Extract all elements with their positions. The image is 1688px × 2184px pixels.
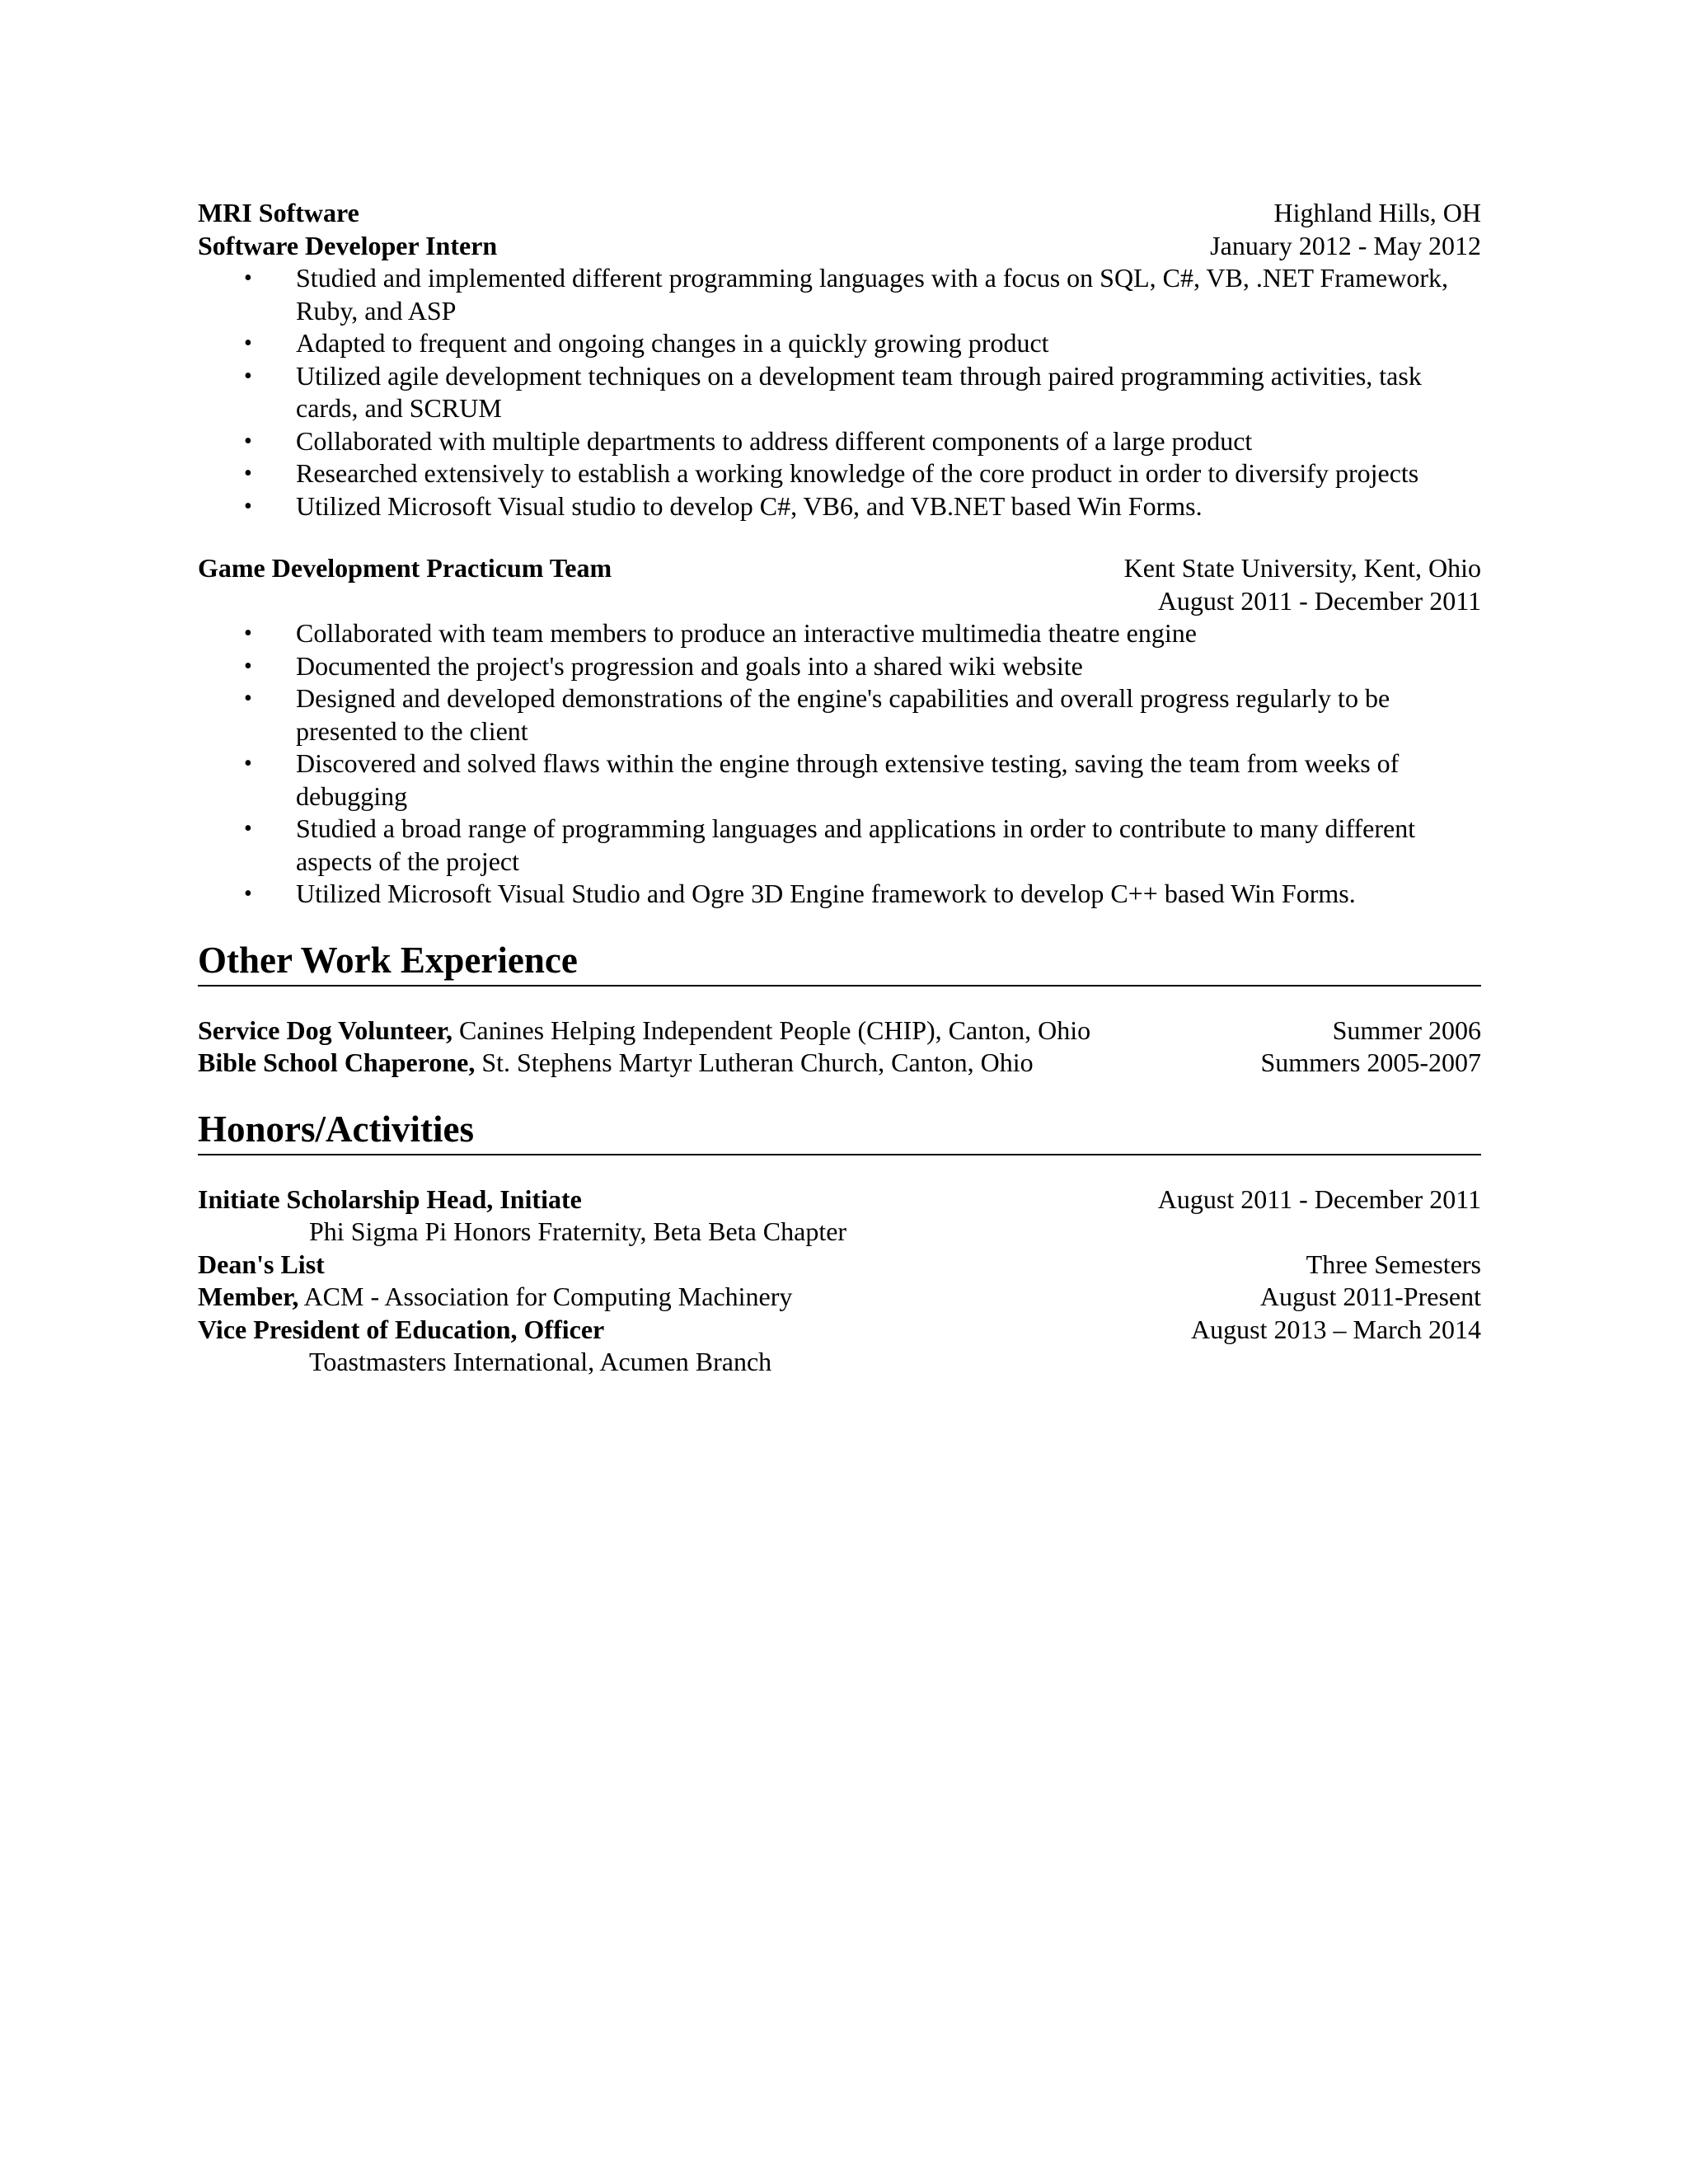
- employer-name: Game Development Practicum Team: [198, 553, 612, 583]
- list-item: [198, 1015, 1481, 1047]
- bullet-icon: •: [244, 461, 252, 486]
- role-detail: Canines Helping Independent People (CHIP), Canton, Ohio: [452, 1015, 1091, 1045]
- list-item: • Studied a broad range of programming languages and applications in order to contribute to many different aspects of the project: [244, 813, 1416, 876]
- resume-page: [198, 197, 1481, 1379]
- list-item: • Collaborated with multiple departments to address different components of a large product: [198, 425, 1481, 458]
- role-label: Service Dog Volunteer,: [198, 1015, 453, 1045]
- section-heading-honors: Honors/Activities: [198, 1108, 1481, 1155]
- role-date: Summer 2006: [1332, 1015, 1481, 1045]
- list-item: • Adapted to frequent and ongoing changes in a quickly growing product: [198, 327, 1481, 360]
- bullet-icon: •: [244, 621, 252, 646]
- employer-name: MRI Software: [198, 198, 359, 227]
- list-item: • Utilized Microsoft Visual Studio and Ogre 3D Engine framework to develop C++ based Win Forms.: [198, 878, 1481, 911]
- bullet-list: [198, 262, 1481, 523]
- list-item: • Utilized agile development techniques on a development team through paired programming activities, task cards, and SCRUM: [244, 360, 1422, 423]
- list-item: [198, 1047, 1481, 1080]
- honor-subtext: Toastmasters International, Acumen Branch: [309, 1347, 772, 1376]
- honor-label: Member,: [198, 1282, 299, 1311]
- role-detail: St. Stephens Martyr Lutheran Church, Canton, Ohio: [475, 1047, 1034, 1077]
- list-item: [198, 1183, 1481, 1216]
- list-item: [198, 1249, 1481, 1282]
- employer-location: Kent State University, Kent, Ohio: [1123, 553, 1481, 583]
- bullet-icon: •: [244, 686, 252, 711]
- list-item: • Studied and implemented different programming languages with a focus on SQL, C#, VB, .NET Framework, Ruby, and ASP: [244, 263, 1448, 326]
- list-item: • Discovered and solved flaws within the engine through extensive testing, saving the team from weeks of debugging: [244, 748, 1400, 811]
- bullet-icon: •: [244, 265, 252, 291]
- bullet-icon: •: [244, 653, 252, 679]
- bullet-icon: •: [244, 751, 252, 776]
- section-heading-other-work: Other Work Experience: [198, 939, 1481, 987]
- experience-entry-mri: [198, 197, 1481, 523]
- bullet-icon: •: [244, 493, 252, 519]
- honor-label: Initiate Scholarship Head, Initiate: [198, 1183, 582, 1214]
- honors-list: [198, 1183, 1481, 1379]
- job-dates: August 2011 - December 2011: [1157, 585, 1481, 616]
- bullet-icon: •: [244, 330, 252, 356]
- bullet-icon: •: [244, 881, 252, 907]
- employer-location: Highland Hills, OH: [1273, 198, 1481, 227]
- list-item: • Researched extensively to establish a working knowledge of the core product in order to diversify projects: [198, 457, 1481, 490]
- list-item: • Documented the project's progression and goals into a shared wiki website: [198, 650, 1481, 683]
- list-item: • Designed and developed demonstrations of the engine's capabilities and overall progress regularly to be presented to the client: [244, 683, 1390, 746]
- honor-date: August 2011 - December 2011: [1157, 1183, 1481, 1214]
- job-dates: January 2012 - May 2012: [1210, 230, 1481, 260]
- honor-detail: ACM - Association for Computing Machinery: [298, 1282, 793, 1311]
- list-item: • Utilized Microsoft Visual studio to develop C#, VB6, and VB.NET based Win Forms.: [198, 490, 1481, 523]
- other-work-list: [198, 1015, 1481, 1080]
- honor-date: Three Semesters: [1306, 1249, 1481, 1279]
- honor-date: August 2011-Present: [1259, 1282, 1481, 1311]
- job-title: Software Developer Intern: [198, 230, 498, 260]
- bullet-list: [198, 617, 1481, 911]
- list-item: [198, 1314, 1481, 1347]
- bullet-icon: •: [244, 816, 252, 841]
- honor-subtext: Phi Sigma Pi Honors Fraternity, Beta Beta Chapter: [309, 1216, 847, 1246]
- honor-label: Vice President of Education, Officer: [198, 1314, 605, 1344]
- honor-label: Dean's List: [198, 1249, 325, 1279]
- list-item: [198, 1281, 1481, 1314]
- bullet-icon: •: [244, 428, 252, 454]
- list-item: • Collaborated with team members to produce an interactive multimedia theatre engine: [198, 617, 1481, 650]
- role-label: Bible School Chaperone,: [198, 1047, 476, 1077]
- experience-entry-game-dev: [198, 552, 1481, 911]
- honor-date: August 2013 – March 2014: [1191, 1314, 1481, 1344]
- bullet-icon: •: [244, 363, 252, 389]
- role-date: Summers 2005-2007: [1260, 1047, 1481, 1077]
